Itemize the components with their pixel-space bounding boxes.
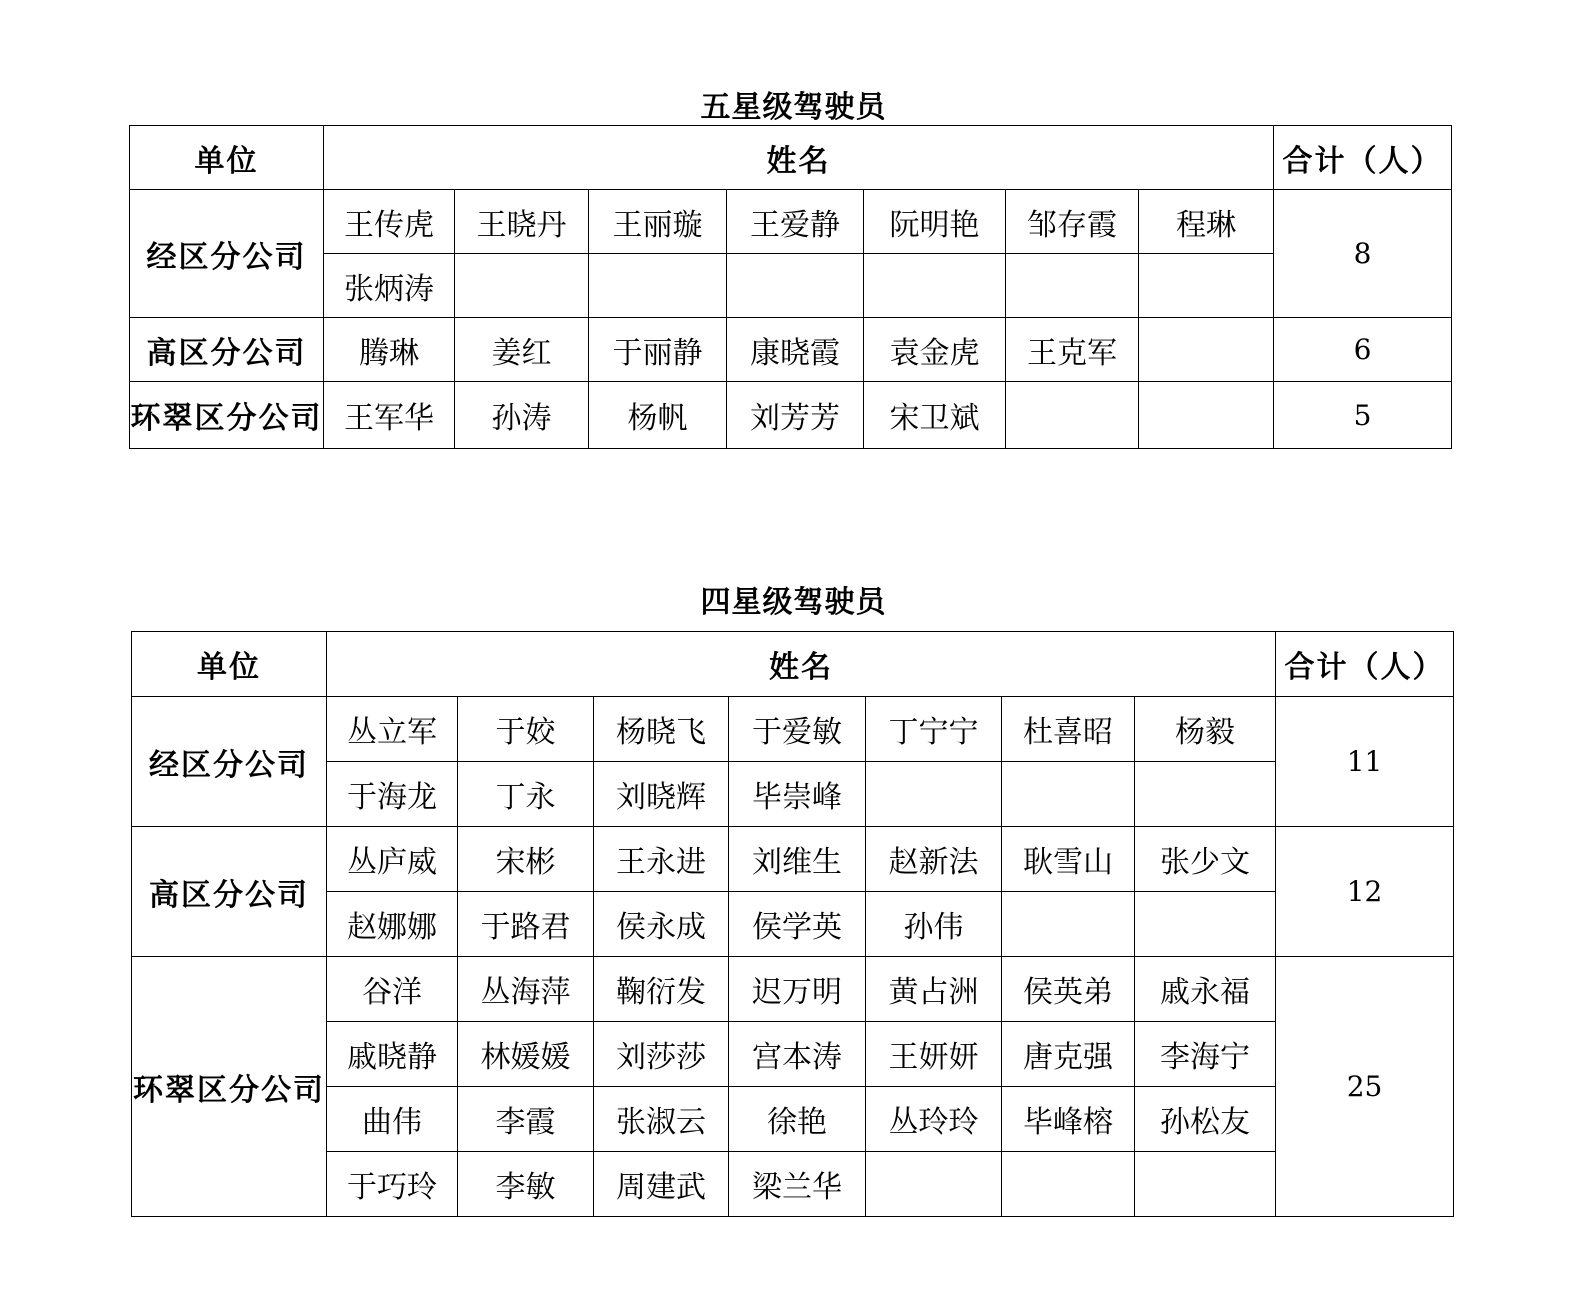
name-cell: 刘晓辉	[594, 762, 729, 827]
total-cell: 8	[1274, 190, 1452, 318]
name-cell: 王爱静	[727, 190, 864, 254]
table-row	[132, 1152, 1454, 1217]
name-cell: 姜红	[455, 318, 589, 382]
unit-cell: 经区分公司	[132, 697, 327, 827]
name-cell: 腾琳	[324, 318, 455, 382]
name-cell: 侯英弟	[1002, 957, 1135, 1022]
unit-cell: 高区分公司	[132, 827, 327, 957]
name-cell: 李霞	[458, 1087, 594, 1152]
table-row	[132, 762, 1454, 827]
name-cell: 丛海萍	[458, 957, 594, 1022]
name-cell	[866, 762, 1002, 827]
unit-cell: 经区分公司	[130, 190, 324, 318]
table-row	[130, 254, 1452, 318]
name-cell: 宋彬	[458, 827, 594, 892]
name-cell: 杨晓飞	[594, 697, 729, 762]
header-row	[130, 126, 1452, 190]
table-row	[132, 957, 1454, 1022]
name-cell	[1139, 254, 1274, 318]
name-cell: 王妍妍	[866, 1022, 1002, 1087]
name-cell: 袁金虎	[864, 318, 1006, 382]
name-cell: 于爱敏	[729, 697, 866, 762]
name-cell	[1139, 318, 1274, 382]
five-star-title: 五星级驾驶员	[700, 90, 887, 125]
table-row	[132, 697, 1454, 762]
name-cell	[1002, 762, 1135, 827]
unit-header: 单位	[130, 126, 324, 190]
name-cell	[1135, 762, 1276, 827]
name-cell: 王克军	[1006, 318, 1139, 382]
name-cell: 鞠衍发	[594, 957, 729, 1022]
total-header: 合计（人）	[1276, 632, 1454, 697]
five-star-table	[129, 125, 1452, 449]
name-cell: 丁永	[458, 762, 594, 827]
name-cell	[589, 254, 727, 318]
name-cell: 于巧玲	[327, 1152, 458, 1217]
name-cell: 赵娜娜	[327, 892, 458, 957]
name-cell: 周建武	[594, 1152, 729, 1217]
name-cell	[455, 254, 589, 318]
names-header: 姓名	[324, 126, 1274, 190]
name-cell: 谷洋	[327, 957, 458, 1022]
name-cell: 程琳	[1139, 190, 1274, 254]
name-cell: 宋卫斌	[864, 382, 1006, 449]
name-cell: 于海龙	[327, 762, 458, 827]
name-cell: 杜喜昭	[1002, 697, 1135, 762]
name-cell: 王传虎	[324, 190, 455, 254]
name-cell: 张少文	[1135, 827, 1276, 892]
name-cell: 丛立军	[327, 697, 458, 762]
name-cell: 于姣	[458, 697, 594, 762]
name-cell: 于丽静	[589, 318, 727, 382]
name-cell: 李海宁	[1135, 1022, 1276, 1087]
name-cell: 迟万明	[729, 957, 866, 1022]
name-cell: 孙松友	[1135, 1087, 1276, 1152]
name-cell: 丛庐威	[327, 827, 458, 892]
name-cell: 刘维生	[729, 827, 866, 892]
name-cell	[1006, 254, 1139, 318]
total-header: 合计（人）	[1274, 126, 1452, 190]
name-cell: 毕峰榕	[1002, 1087, 1135, 1152]
name-cell: 戚晓静	[327, 1022, 458, 1087]
table-row	[130, 318, 1452, 382]
total-cell: 11	[1276, 697, 1454, 827]
name-cell	[1002, 892, 1135, 957]
name-cell: 毕崇峰	[729, 762, 866, 827]
name-cell	[1135, 1152, 1276, 1217]
name-cell	[727, 254, 864, 318]
name-cell	[866, 1152, 1002, 1217]
name-cell	[1139, 382, 1274, 449]
name-cell: 杨毅	[1135, 697, 1276, 762]
name-cell: 张炳涛	[324, 254, 455, 318]
name-cell: 林媛媛	[458, 1022, 594, 1087]
name-cell: 孙伟	[866, 892, 1002, 957]
name-cell: 赵新法	[866, 827, 1002, 892]
table-row	[132, 1022, 1454, 1087]
name-cell	[864, 254, 1006, 318]
name-cell	[1006, 382, 1139, 449]
table-row	[130, 382, 1452, 449]
name-cell: 刘芳芳	[727, 382, 864, 449]
total-cell: 25	[1276, 957, 1454, 1217]
unit-cell: 环翠区分公司	[130, 382, 324, 449]
name-cell: 张淑云	[594, 1087, 729, 1152]
unit-cell: 高区分公司	[130, 318, 324, 382]
four-star-table	[131, 631, 1454, 1217]
name-cell: 唐克强	[1002, 1022, 1135, 1087]
name-cell: 徐艳	[729, 1087, 866, 1152]
name-cell: 戚永福	[1135, 957, 1276, 1022]
names-header: 姓名	[327, 632, 1276, 697]
total-cell: 12	[1276, 827, 1454, 957]
name-cell: 耿雪山	[1002, 827, 1135, 892]
name-cell: 王永进	[594, 827, 729, 892]
name-cell: 侯学英	[729, 892, 866, 957]
name-cell: 刘莎莎	[594, 1022, 729, 1087]
name-cell: 梁兰华	[729, 1152, 866, 1217]
name-cell: 孙涛	[455, 382, 589, 449]
table-row	[132, 827, 1454, 892]
name-cell: 宫本涛	[729, 1022, 866, 1087]
name-cell: 阮明艳	[864, 190, 1006, 254]
four-star-title: 四星级驾驶员	[700, 585, 887, 620]
unit-cell: 环翠区分公司	[132, 957, 327, 1217]
name-cell	[1135, 892, 1276, 957]
table-row	[132, 1087, 1454, 1152]
name-cell: 丁宁宁	[866, 697, 1002, 762]
unit-header: 单位	[132, 632, 327, 697]
name-cell: 王丽璇	[589, 190, 727, 254]
table-row	[130, 190, 1452, 254]
name-cell: 李敏	[458, 1152, 594, 1217]
name-cell: 曲伟	[327, 1087, 458, 1152]
name-cell	[1002, 1152, 1135, 1217]
name-cell: 侯永成	[594, 892, 729, 957]
name-cell: 王军华	[324, 382, 455, 449]
name-cell: 康晓霞	[727, 318, 864, 382]
table-row	[132, 892, 1454, 957]
header-row	[132, 632, 1454, 697]
name-cell: 邹存霞	[1006, 190, 1139, 254]
total-cell: 5	[1274, 382, 1452, 449]
total-cell: 6	[1274, 318, 1452, 382]
name-cell: 丛玲玲	[866, 1087, 1002, 1152]
name-cell: 黄占洲	[866, 957, 1002, 1022]
name-cell: 于路君	[458, 892, 594, 957]
name-cell: 杨帆	[589, 382, 727, 449]
name-cell: 王晓丹	[455, 190, 589, 254]
